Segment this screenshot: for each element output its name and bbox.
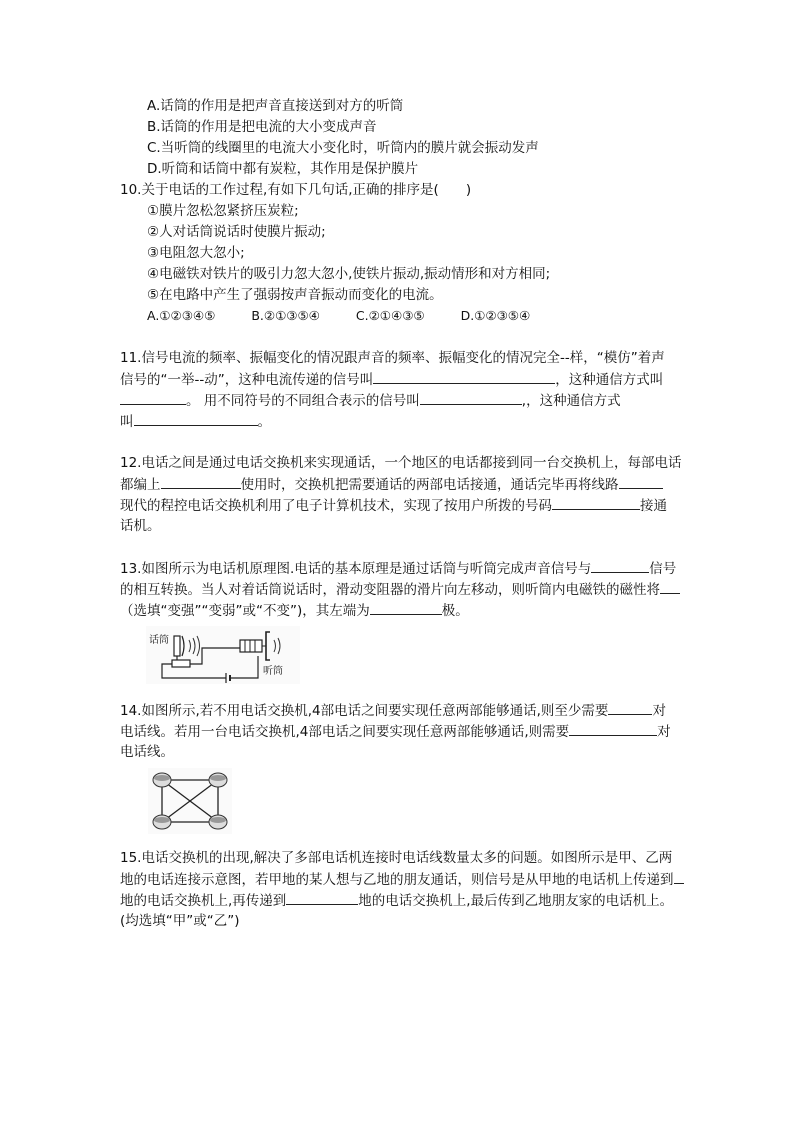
- q15-text: 地的电话交换机上,再传递到: [120, 893, 287, 909]
- q11-blank-1[interactable]: [373, 369, 555, 384]
- q11-text: 信号的“一举--动”，这种电流传递的信号叫: [120, 372, 374, 388]
- q15-text: 地的电话连接示意图，若甲地的某人想与乙地的朋友通话，则信号是从甲地的电话机上传递到: [120, 872, 674, 888]
- q11-line-3: [120, 390, 621, 411]
- q11-text: ，这种通信方式叫: [555, 372, 664, 388]
- q14-text: 14.如图所示,若不用电话交换机,4部电话之间要实现任意两部能够通话,则至少需要: [120, 703, 609, 719]
- telephone-circuit-figure: [146, 626, 300, 684]
- q10-stem: 10.关于电话的工作过程,有如下几句话,正确的排序是( ): [120, 182, 472, 198]
- q13-blank-2[interactable]: [660, 579, 680, 594]
- q11-line-1: 11.信号电流的频率、振幅变化的情况跟声音的频率、振幅变化的情况完全--样，“模仿”着声: [120, 350, 665, 366]
- q14-blank-2[interactable]: [569, 721, 657, 736]
- q15-line-3: [120, 890, 673, 911]
- q11-blank-4[interactable]: [134, 411, 258, 426]
- q12-text: 现代的程控电话交换机利用了电子计算机技术，实现了按用户所拨的号码: [120, 498, 552, 514]
- q14-text: 电话线。若用一台电话交换机,4部电话之间要实现任意两部能够通话,则需要: [120, 724, 570, 740]
- q10-choices: [147, 306, 530, 326]
- q10-choice-d: D.①②③⑤④: [460, 308, 531, 323]
- q13-text: 极。: [441, 603, 469, 619]
- q12-text: 接通: [640, 498, 667, 514]
- q11-text: 。 用不同符号的不同组合表示的信号叫: [186, 393, 420, 409]
- q12-blank-2[interactable]: [619, 474, 663, 489]
- q11-blank-3[interactable]: [420, 390, 522, 405]
- q13-text: （选填“变强”“变弱”或“不变”)，其左端为: [120, 603, 370, 619]
- telephone-icon: [153, 815, 171, 829]
- q10-choice-b: B.②①③⑤④: [251, 308, 320, 323]
- q14-line-3: 电话线。: [120, 744, 174, 760]
- q10-item-4: ④电磁铁对铁片的吸引力忽大忽小,使铁片振动,振动情形和对方相同;: [147, 266, 551, 282]
- q9-option-a: A.话筒的作用是把声音直接送到对方的听筒: [147, 98, 404, 114]
- q15-line-4: (均选填“甲”或“乙”): [120, 913, 240, 929]
- q10-item-1: ①膜片忽松忽紧挤压炭粒;: [147, 203, 299, 219]
- q15-line-1: 15.电话交换机的出现,解决了多部电话机连接时电话线数量太多的问题。如图所示是甲、乙两: [120, 850, 673, 866]
- q12-blank-1[interactable]: [161, 474, 241, 489]
- q13-blank-1[interactable]: [591, 558, 649, 573]
- q14-text: 对: [657, 724, 671, 740]
- q13-line-1: [120, 558, 676, 579]
- q11-line-2: [120, 369, 663, 390]
- q12-line-3: [120, 495, 667, 516]
- q14-blank-1[interactable]: [608, 700, 652, 715]
- earpiece-label: 听筒: [263, 666, 283, 677]
- four-phones-figure: [148, 768, 232, 834]
- telephone-icon: [153, 773, 171, 787]
- q15-blank-1[interactable]: [674, 869, 684, 884]
- q9-option-b: B.话筒的作用是把电流的大小变成声音: [147, 119, 377, 135]
- q15-text: 地的电话交换机上,最后传到乙地朋友家的电话机上。: [358, 893, 674, 909]
- q10-item-5: ⑤在电路中产生了强弱按声音振动而变化的电流。: [147, 287, 443, 303]
- q9-option-d: D.听筒和话筒中都有炭粒，其作用是保护膜片: [147, 161, 419, 177]
- q13-text: 13.如图所示为电话机原理图.电话的基本原理是通过话筒与听筒完成声音信号与: [120, 561, 592, 577]
- q12-text: 使用时，交换机把需要通话的两部电话接通，通话完毕再将线路: [240, 477, 619, 493]
- q10-item-2: ②人对话筒说话时使膜片振动;: [147, 224, 326, 240]
- q14-line-1: [120, 700, 666, 721]
- q13-line-3: [120, 600, 469, 621]
- telephone-icon: [209, 815, 227, 829]
- q11-text: ,，这种通信方式: [521, 393, 621, 409]
- q11-blank-2[interactable]: [120, 390, 186, 405]
- telephone-icon: [209, 773, 227, 787]
- q9-option-c: C.当听筒的线圈里的电流大小变化时，听筒内的膜片就会振动发声: [147, 140, 539, 156]
- q12-line-4: 话机。: [120, 518, 161, 534]
- q12-text: 都编上: [120, 477, 161, 493]
- q12-line-2: [120, 474, 663, 495]
- q14-text: 对: [652, 703, 666, 719]
- q13-blank-3[interactable]: [370, 600, 442, 615]
- q12-line-1: 12.电话之间是通过电话交换机来实现通话，一个地区的电话都接到同一台交换机上，每部电话: [120, 455, 682, 471]
- q10-choice-a: A.①②③④⑤: [147, 308, 216, 323]
- q11-text: 。: [257, 414, 271, 430]
- q12-blank-3[interactable]: [552, 495, 640, 510]
- q14-line-2: [120, 721, 671, 742]
- q10-choice-c: C.②①④③⑤: [355, 308, 425, 323]
- q15-blank-2[interactable]: [286, 890, 358, 905]
- q11-line-4: [120, 411, 271, 432]
- q10-item-3: ③电阻忽大忽小;: [147, 245, 245, 261]
- q13-text: 的相互转换。当人对着话筒说话时，滑动变阻器的滑片向左移动，则听筒内电磁铁的磁性将: [120, 582, 660, 598]
- q13-text: 信号: [649, 561, 677, 577]
- mic-label: 话筒: [149, 635, 169, 646]
- q11-text: 叫: [120, 414, 134, 430]
- q15-line-2: [120, 869, 684, 890]
- q13-line-2: [120, 579, 680, 600]
